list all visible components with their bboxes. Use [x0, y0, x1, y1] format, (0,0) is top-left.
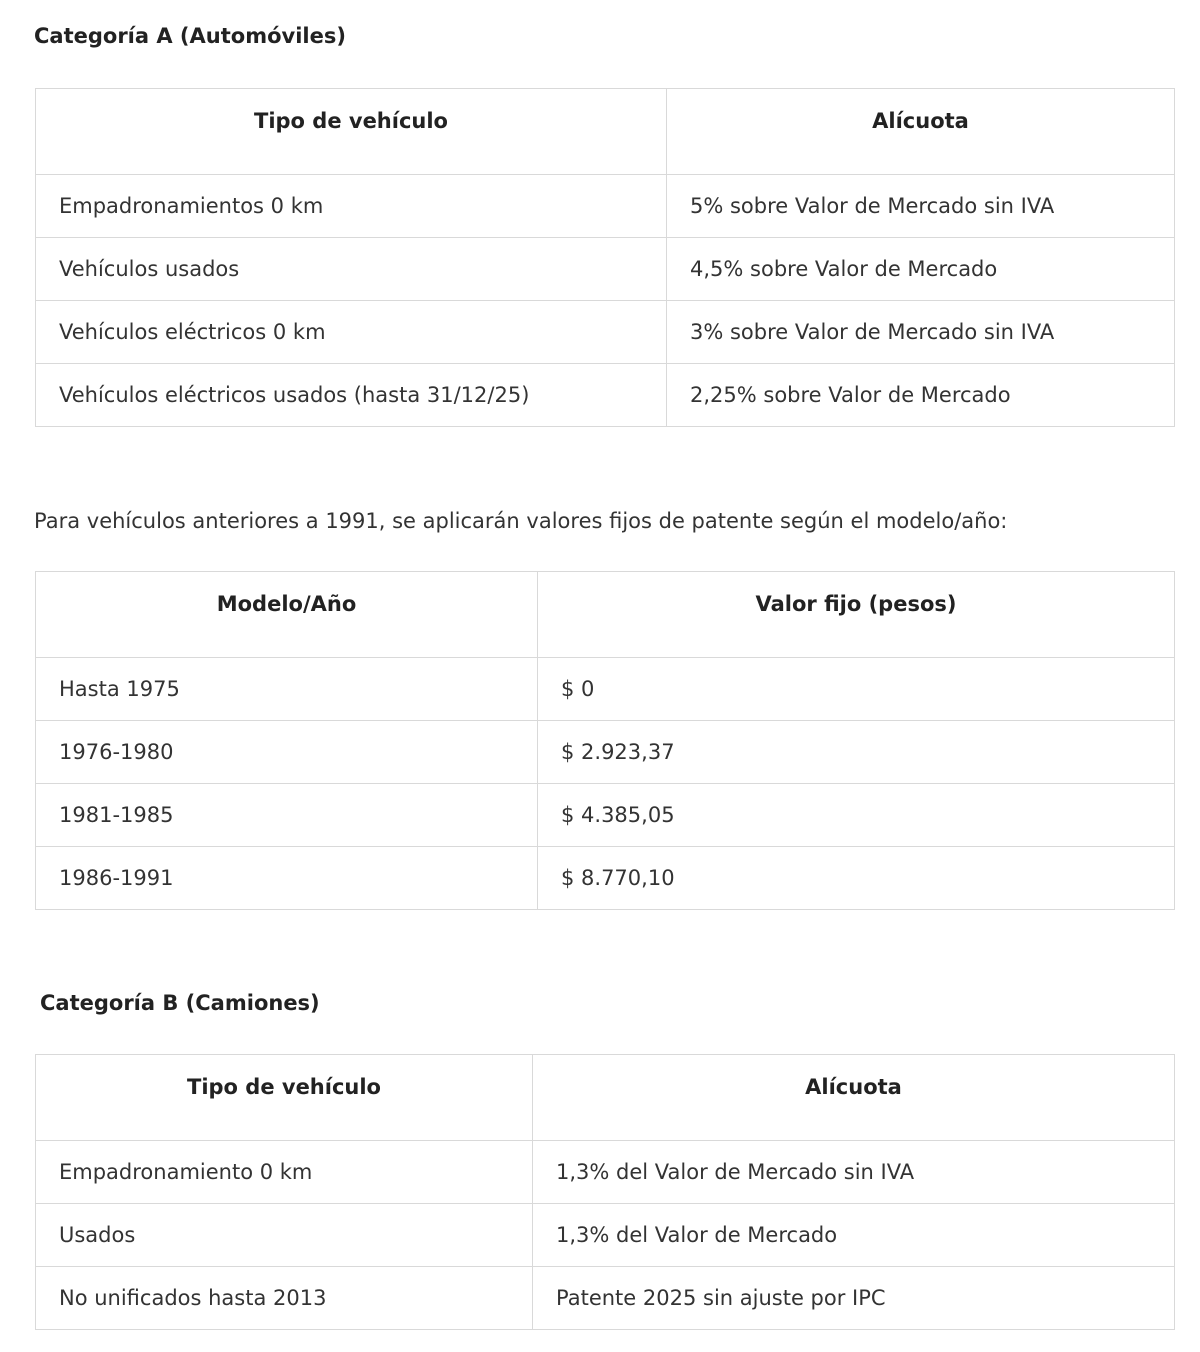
category-a-table [35, 88, 1175, 427]
table-cell: No unificados hasta 2013 [36, 1267, 533, 1330]
table-cell: $ 2.923,37 [538, 721, 1175, 784]
table-row [36, 1267, 1175, 1330]
column-header-rate: Alícuota [533, 1055, 1175, 1141]
table-row [36, 301, 1175, 364]
table-row [36, 238, 1175, 301]
column-header-vehicle-type: Tipo de vehículo [36, 89, 667, 175]
table-cell: 2,25% sobre Valor de Mercado [667, 364, 1175, 427]
category-b-title: Categoría B (Camiones) [40, 991, 320, 1015]
table-cell: $ 0 [538, 658, 1175, 721]
table-cell: 1986-1991 [36, 847, 538, 910]
column-header-rate: Alícuota [667, 89, 1175, 175]
table-row [36, 175, 1175, 238]
table-cell: 1,3% del Valor de Mercado [533, 1204, 1175, 1267]
table-cell: Hasta 1975 [36, 658, 538, 721]
table-cell: Empadronamientos 0 km [36, 175, 667, 238]
table-cell: 1,3% del Valor de Mercado sin IVA [533, 1141, 1175, 1204]
table-cell: Vehículos eléctricos usados (hasta 31/12/25) [36, 364, 667, 427]
table-cell: 1981-1985 [36, 784, 538, 847]
column-header-fixed-value: Valor fijo (pesos) [538, 572, 1175, 658]
table-header-row [36, 1055, 1175, 1141]
table-cell: Usados [36, 1204, 533, 1267]
table-cell: 3% sobre Valor de Mercado sin IVA [667, 301, 1175, 364]
table-cell: 1976-1980 [36, 721, 538, 784]
category-a-title: Categoría A (Automóviles) [34, 24, 346, 48]
table-row [36, 847, 1175, 910]
table-header-row [36, 89, 1175, 175]
table-row [36, 364, 1175, 427]
table-cell: Vehículos eléctricos 0 km [36, 301, 667, 364]
fixed-values-intro: Para vehículos anteriores a 1991, se aplicarán valores fijos de patente según el modelo/año: [34, 509, 1008, 533]
table-cell: Empadronamiento 0 km [36, 1141, 533, 1204]
table-row [36, 784, 1175, 847]
table-cell: Patente 2025 sin ajuste por IPC [533, 1267, 1175, 1330]
table-row [36, 1204, 1175, 1267]
column-header-vehicle-type: Tipo de vehículo [36, 1055, 533, 1141]
column-header-model-year: Modelo/Año [36, 572, 538, 658]
table-row [36, 721, 1175, 784]
table-cell: 4,5% sobre Valor de Mercado [667, 238, 1175, 301]
table-cell: $ 4.385,05 [538, 784, 1175, 847]
table-row [36, 1141, 1175, 1204]
table-cell: Vehículos usados [36, 238, 667, 301]
table-cell: $ 8.770,10 [538, 847, 1175, 910]
table-cell: 5% sobre Valor de Mercado sin IVA [667, 175, 1175, 238]
category-b-table [35, 1054, 1175, 1330]
fixed-values-table [35, 571, 1175, 910]
table-row [36, 658, 1175, 721]
table-header-row [36, 572, 1175, 658]
